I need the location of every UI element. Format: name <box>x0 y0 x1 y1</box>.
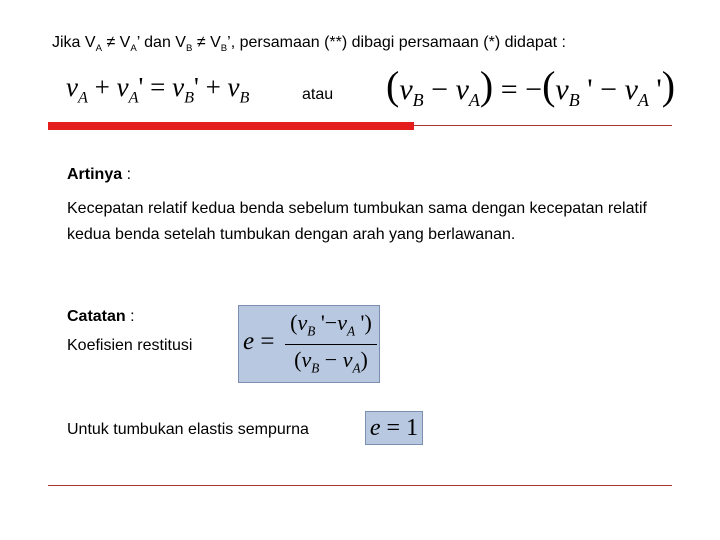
divider-line-top <box>414 125 672 126</box>
e-symbol: e = <box>243 328 275 355</box>
red-divider-bar <box>48 122 414 130</box>
formula-denominator: $(v_B - v_A)$ <box>294 347 368 376</box>
artinya-heading: Artinya : <box>67 166 132 183</box>
relative-velocity-equation: $(v_B - v_A) = -(v_B$ ' − $v_A$ ') <box>386 63 676 110</box>
restitution-formula-box <box>238 305 380 383</box>
meaning-paragraph: Kecepatan relatif kedua benda sebelum tumbukan sama dengan kecepatan relatif kedua benda setelah tumbukan dengan arah yang berlawanan. <box>67 200 647 243</box>
elastic-formula-box: e = 1 <box>365 411 423 445</box>
koefisien-label: Koefisien restitusi <box>67 337 193 354</box>
intro-sentence: Jika $V_A \ne V_A$’ dan $V_B \ne V_B$’, persamaan (**) dibagi persamaan (*) didapat : <box>52 34 566 55</box>
fraction-bar <box>285 344 377 345</box>
catatan-heading: Catatan : <box>67 308 135 325</box>
formula-numerator: ($v_B$ '$-v_A$ ') <box>290 310 372 339</box>
elastic-collision-label: Untuk tumbukan elastis sempurna <box>67 421 309 438</box>
atau-label: atau <box>302 86 334 103</box>
divider-line-bottom <box>48 485 672 486</box>
momentum-equation: $v_A + v_A' = v_B' + v_B$ <box>66 72 250 107</box>
